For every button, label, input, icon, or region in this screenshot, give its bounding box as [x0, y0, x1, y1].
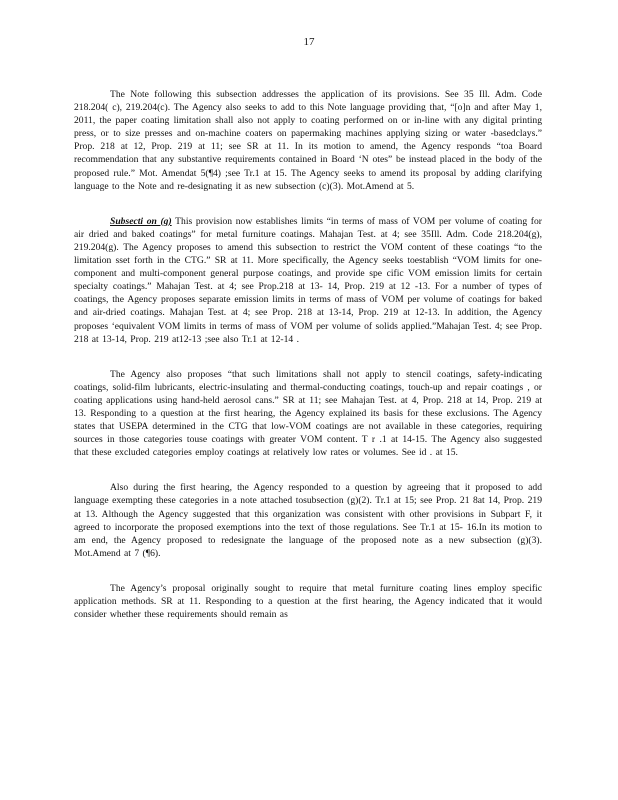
paragraph-text: The Note following this subsection addresses the application of its provisions. See 35 Ill. Adm. Code 218.204( c), 219.204(c). The Agency also seeks to add to this Note language providing that, “[o]n and after May 1, 2011, the paper coating limitation shall also not apply to coating performed on or in-line with any digital printing press, or to size presses and on-machine coaters on papermaking machines applying sizing or water -basedclays.” Prop. 218 at 12, Prop. 219 at 11; see SR at 11. In its motion to amend, the Agency responds “toa Board recommendation that any substantive requirements contained in Board ‘N otes” be instead placed in the body of the proposed rule.” Mot. Amendat 5(¶4) ;see Tr.1 at 15. The Agency seeks to amend its proposal by adding clarifying language to the Note and re-designating it as new subsection (c)(3). Mot.Amend at 5.: [74, 89, 542, 192]
paragraph-text: Also during the first hearing, the Agency responded to a question by agreeing that it proposed to add language exempting these categories in a note attached tosubsection (g)(2). Tr.1 at 15; see Prop. 21 8at 14, Prop. 219 at 13. Although the Agency suggested that this organization was consistent with other provisions in Subpart F, it agreed to incorporate the proposed exemptions into the text of those regulations. See Tr.1 at 15- 16.In its motion to am end, the Agency proposed to redesignate the language of the proposed note as a new subsection (g)(3). Mot.Amend at 7 (¶6).: [74, 482, 542, 559]
paragraph-text: The Agency’s proposal originally sought to require that metal furniture coating lines employ specific application methods. SR at 11. Responding to a question at the first hearing, the Agency indicated that it would consider whether these requirements should remain as: [74, 582, 542, 621]
subsection-heading: Subsecti on (g): [110, 215, 172, 227]
body-text: [74, 88, 542, 643]
paragraph-text: The Agency also proposes “that such limitations shall not apply to stencil coatings, safety-indicating coatings, solid-film lubricants, electric-insulating and thermal-conducting coatings, touch-up and repair coatings , or coating applications using hand-held aerosol cans.” SR at 11; see Mahajan Test. at 4, Prop. 218 at 14, Prop. 219 at 13. Responding to a question at the first hearing, the Agency explained its basis for these exclusions. The Agency states that USEPA determined in the CTG that low-VOM coatings are not available in these categories, requiring sources in those categories touse coatings with greater VOM content. T r .1 at 14-15. The Agency also suggested that these excluded categories employ coatings at relatively low rates or volumes. See id . at 15.: [74, 368, 542, 459]
paragraph-application-methods: [74, 582, 542, 621]
paragraph-text: This provision now establishes limits “in terms of mass of VOM per volume of coating for air dried and baked coatings” for metal furniture coatings. Mahajan Test. at 4; see 35Ill. Adm. Code 218.204(g), 219.204(g). The Agency proposes to amend this subsection to restrict the VOM content of these coatings “to the limitation sset forth in the CTG.” SR at 11. More specifically, the Agency seeks toestablish “VOM limits for one-component and multi-component general purpose coatings, and provide spe cific VOM emission limits for certain specialty coatings.” Mahajan Test. at 4; see Prop.218 at 13- 14, Prop. 219 at 12 -13. For a number of types of coatings, the Agency proposes separate emission limits in terms of mass of VOM per volume of coatings for baked and air-dried coatings. Mahajan Test. at 4; see Prop. 218 at 13-14, Prop. 219 at 12-13. In addition, the Agency proposes ‘equivalent VOM limits in terms of mass of VOM per volume of solids applied.”Mahajan Test. 4; see Prop. 218 at 13-14, Prop. 219 at12-13 ;see also Tr.1 at 12-14 .: [74, 215, 542, 345]
page-number: 17: [303, 36, 315, 48]
paragraph-limitations-exclusions: [74, 368, 542, 460]
paragraph-subsection-g: [74, 215, 542, 346]
paragraph-note-subsection-c: [74, 88, 542, 193]
paragraph-first-hearing: [74, 481, 542, 560]
